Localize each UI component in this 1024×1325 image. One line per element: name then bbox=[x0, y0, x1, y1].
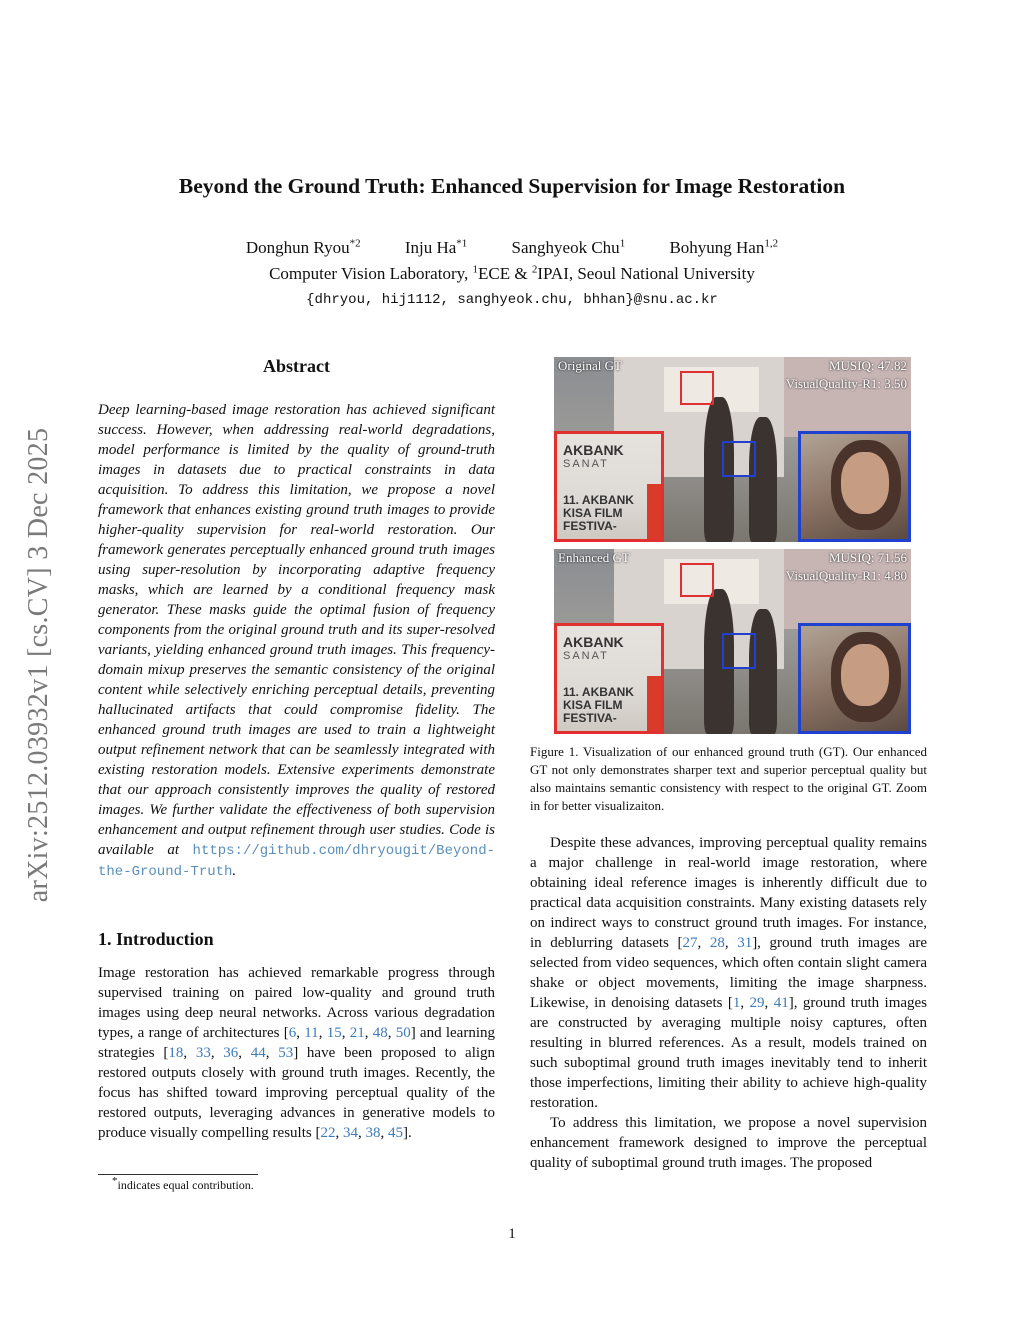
footnote: *indicates equal contribution. bbox=[112, 1175, 254, 1192]
panel-label: Original GT bbox=[558, 358, 622, 373]
zoomed-crop-face bbox=[798, 431, 911, 542]
citation[interactable]: 45 bbox=[387, 1125, 403, 1141]
citation[interactable]: 36 bbox=[223, 1045, 239, 1061]
paper-title: Beyond the Ground Truth: Enhanced Supervision for Image Restoration bbox=[178, 174, 846, 198]
zoomed-crop-text: AKBANK SANAT 11. AKBANK KISA FILM FESTIVA- bbox=[554, 623, 664, 734]
arxiv-id: arXiv:2512.03932v1 [cs.CV] 3 Dec 2025 bbox=[23, 427, 54, 903]
author-list bbox=[0, 238, 1024, 258]
citation[interactable]: 1 bbox=[732, 995, 741, 1011]
citation[interactable]: 11 bbox=[304, 1025, 319, 1041]
zoom-region-blue bbox=[722, 633, 756, 669]
author: Donghun Ryou$^{*2}$ bbox=[245, 237, 361, 257]
figure-panel-original bbox=[554, 357, 911, 542]
affiliation: Computer Vision Laboratory, $^1$ECE & $^2$IPAI, Seoul National University bbox=[269, 263, 755, 283]
zoomed-crop-face bbox=[798, 623, 911, 734]
zoom-region-red bbox=[680, 371, 714, 405]
abstract-text: Deep learning-based image restoration has achieved significant success. However, when addressing real-world degradations, model performance is limited by the quality of ground-truth images in datasets due to practical constraints in data acquisition. To address this limitation, we propose a novel framework that enhances existing ground truth images to provide higher-quality supervision for real-world restoration. Our framework generates perceptually enhanced ground truth images using super-resolution by incorporating adaptive frequency masks, which are learned by a conditional frequency mask generator. These masks guide the optimal fusion of frequency components from the original ground truth and its super-resolved variants, yielding enhanced ground truth images. This frequency-domain mixup preserves the semantic consistency of the original content while selectively enriching perceptual details, preventing hallucinated artifacts that could compromise fidelity. The enhanced ground truth images are used to train a lightweight output refinement network that can be seamlessly integrated with existing restoration models. Extensive experiments demonstrate that our approach consistently improves the quality of restored images. We further validate the effectiveness of both supervision enhancement and output refinement through user studies. Code is available at https://github.com/dhryougit/Beyond-the-Ground-Truth. bbox=[98, 402, 495, 880]
zoomed-crop-text: AKBANK SANAT 11. AKBANK KISA FILM FESTIVA- bbox=[554, 431, 664, 542]
citation[interactable]: 34 bbox=[342, 1125, 358, 1141]
citation[interactable]: 33 bbox=[195, 1045, 211, 1061]
figure-panel-enhanced bbox=[554, 549, 911, 734]
citation[interactable]: 53 bbox=[278, 1045, 294, 1061]
metric-visualquality: VisualQuality-R1: 3.50 bbox=[785, 376, 907, 391]
page-number: 1 bbox=[508, 1226, 516, 1242]
metric-musiq: MUSIQ: 47.82 bbox=[828, 358, 907, 373]
citation[interactable]: 27 bbox=[682, 935, 698, 951]
abstract-heading: Abstract bbox=[263, 356, 330, 376]
author: Sanghyeok Chu$^1$ bbox=[511, 237, 626, 257]
citation[interactable]: 31 bbox=[737, 935, 753, 951]
author: Inju Ha$^{*1}$ bbox=[404, 237, 468, 257]
citation[interactable]: 44 bbox=[250, 1045, 266, 1061]
citation[interactable]: 18 bbox=[168, 1045, 184, 1061]
footnote-rule bbox=[98, 1174, 258, 1175]
citation[interactable]: 29 bbox=[749, 995, 765, 1011]
citation[interactable]: 41 bbox=[773, 995, 789, 1011]
panel-label: Enhanced GT bbox=[558, 550, 630, 565]
citation[interactable]: 50 bbox=[395, 1025, 411, 1041]
paragraph: To address this limitation, we propose a novel supervision enhancement framework designed to improve the perceptual quality of suboptimal ground truth images. The proposed bbox=[530, 1115, 927, 1171]
arxiv-sidebar bbox=[14, 380, 64, 950]
citation[interactable]: 28 bbox=[709, 935, 725, 951]
citation[interactable]: 21 bbox=[349, 1025, 365, 1041]
pedestrian bbox=[749, 609, 777, 734]
pedestrian bbox=[749, 417, 777, 542]
right-column-text bbox=[530, 833, 927, 1173]
metric-musiq: MUSIQ: 71.56 bbox=[828, 550, 907, 565]
author: Bohyung Han$^{1,2}$ bbox=[669, 237, 779, 257]
section-heading-introduction: 1. Introduction bbox=[98, 929, 214, 949]
metric-visualquality: VisualQuality-R1: 4.80 bbox=[785, 568, 907, 583]
citation[interactable]: 22 bbox=[320, 1125, 336, 1141]
zoom-region-red bbox=[680, 563, 714, 597]
figure-caption: Figure 1. Visualization of our enhanced ground truth (GT). Our enhanced GT not only demonstrates sharper text and superior perceptual quality but also maintains semantic consistency with respect to the original GT. Zoom in for better visualizaiton. bbox=[530, 744, 927, 813]
citation[interactable]: 15 bbox=[326, 1025, 342, 1041]
citation[interactable]: 6 bbox=[288, 1025, 297, 1041]
paragraph: Despite these advances, improving perceptual quality remains a major challenge in real-world image restoration, where obtaining ideal reference images is inherently difficult due to practical data acquisition constraints. Many existing datasets rely on indirect ways to construct ground truth images. For instance, in deblurring datasets [27, 28, 31], ground truth images are selected from video sequences, which often contain slight camera shake or object movements, limiting the image sharpness. Likewise, in denoising datasets [1, 29, 41], ground truth images are constructed by averaging multiple noisy captures, often resulting in blurred references. As a result, models trained on such suboptimal ground truth images inevitably tend to inherit those imperfections, limiting their ability to achieve high-quality restoration. bbox=[530, 835, 928, 1111]
author-emails: {dhryou, hij1112, sanghyeok.chu, bhhan}@snu.ac.kr bbox=[306, 292, 718, 308]
code-link[interactable]: https://github.com/dhryougit/Beyond-the-Ground-Truth bbox=[98, 843, 495, 880]
intro-paragraph: Image restoration has achieved remarkable progress through supervised training on paired low-quality and ground truth images using deep neural networks. Across various degradation types, a range of architectures [6, 11, 15, 21, 48, 50] and learning strategies [18, 33, 36, 44, 53] have been proposed to align restored outputs closely with ground truth images. Recently, the focus has shifted toward improving perceptual quality of the restored outputs, leveraging advances in generative models to produce visually compelling results [22, 34, 38, 45]. bbox=[98, 965, 496, 1141]
citation[interactable]: 38 bbox=[365, 1125, 381, 1141]
citation[interactable]: 48 bbox=[372, 1025, 388, 1041]
zoom-region-blue bbox=[722, 441, 756, 477]
